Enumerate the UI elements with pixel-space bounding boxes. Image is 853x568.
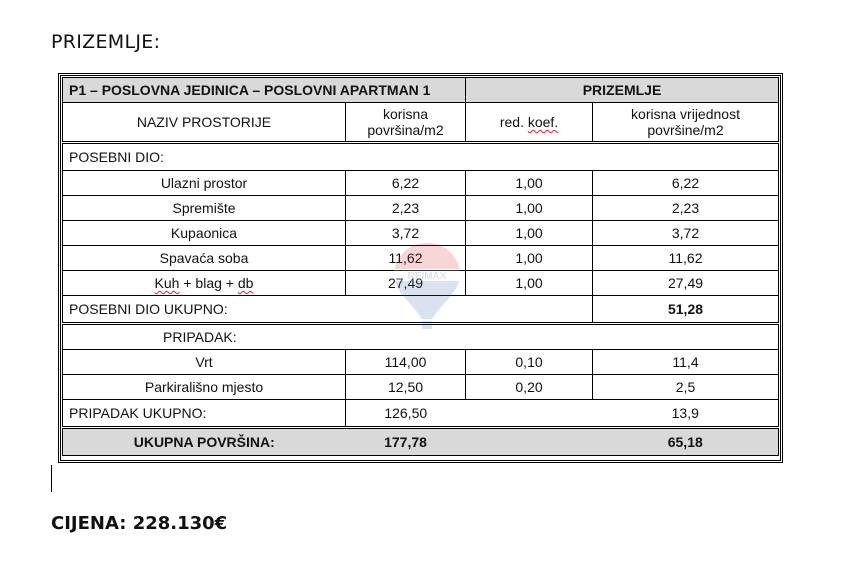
table-row <box>63 171 779 196</box>
section-label-row <box>63 324 779 350</box>
subtotal-area: 126,50 <box>346 400 466 428</box>
room-value: 11,4 <box>593 350 779 375</box>
section-label-posebni: POSEBNI DIO: <box>63 143 779 171</box>
col-header-coef: red. koef. <box>466 103 593 143</box>
room-value: 27,49 <box>593 271 779 296</box>
room-coef: 1,00 <box>466 196 593 221</box>
table-row <box>63 196 779 221</box>
room-value: 11,62 <box>593 246 779 271</box>
room-value: 6,22 <box>593 171 779 196</box>
column-header-row <box>63 103 779 143</box>
room-coef: 0,20 <box>466 375 593 400</box>
col-header-area: korisna površina/m2 <box>346 103 466 143</box>
table-row <box>63 221 779 246</box>
section-label-pripadak: PRIPADAK: <box>63 324 779 350</box>
room-name: Kupaonica <box>63 221 346 246</box>
room-coef: 0,10 <box>466 350 593 375</box>
grand-total-value: 65,18 <box>593 428 779 456</box>
table-row <box>63 271 779 296</box>
room-area: 11,62 <box>346 246 466 271</box>
room-area: 27,49 <box>346 271 466 296</box>
subtotal-label: PRIPADAK UKUPNO: <box>63 400 346 428</box>
room-area: 3,72 <box>346 221 466 246</box>
text-cursor <box>51 465 52 492</box>
room-area: 114,00 <box>346 350 466 375</box>
spellcheck-word: db <box>237 275 254 291</box>
spellcheck-word: koef. <box>527 114 559 130</box>
table-row <box>63 350 779 375</box>
room-area: 6,22 <box>346 171 466 196</box>
subtotal-empty <box>466 400 593 428</box>
room-name: Parkirališno mjesto <box>63 375 346 400</box>
room-area: 2,23 <box>346 196 466 221</box>
table-row <box>63 246 779 271</box>
room-coef: 1,00 <box>466 271 593 296</box>
room-value: 2,23 <box>593 196 779 221</box>
room-name: Spremište <box>63 196 346 221</box>
subtotal-row-pripadak <box>63 400 779 428</box>
room-name: Ulazni prostor <box>63 171 346 196</box>
subtotal-row-posebni <box>63 296 779 324</box>
room-area: 12,50 <box>346 375 466 400</box>
area-table-container <box>58 73 783 463</box>
grand-total-label: UKUPNA POVRŠINA: <box>63 428 346 456</box>
room-name: Vrt <box>63 350 346 375</box>
subtotal-value: 13,9 <box>593 400 779 428</box>
room-coef: 1,00 <box>466 221 593 246</box>
price-label: CIJENA: 228.130€ <box>51 513 228 534</box>
spellcheck-word: Kuh <box>154 275 180 291</box>
subtotal-value: 51,28 <box>593 296 779 324</box>
page-heading: PRIZEMLJE: <box>51 31 161 53</box>
floor-title: PRIZEMLJE <box>466 78 779 103</box>
room-value: 3,72 <box>593 221 779 246</box>
room-value: 2,5 <box>593 375 779 400</box>
grand-total-empty <box>466 428 593 456</box>
table-row <box>63 375 779 400</box>
grand-total-row <box>63 428 779 456</box>
area-table <box>62 77 779 456</box>
subtotal-label: POSEBNI DIO UKUPNO: <box>63 296 593 324</box>
grand-total-area: 177,78 <box>346 428 466 456</box>
unit-title: P1 – POSLOVNA JEDINICA – POSLOVNI APARTMAN 1 <box>63 78 466 103</box>
room-name: Spavaća soba <box>63 246 346 271</box>
section-label-row <box>63 143 779 171</box>
room-coef: 1,00 <box>466 171 593 196</box>
col-header-name: NAZIV PROSTORIJE <box>63 103 346 143</box>
col-header-value: korisna vrijednost površine/m2 <box>593 103 779 143</box>
table-title-row <box>63 78 779 103</box>
room-name: Kuh + blag + db <box>63 271 346 296</box>
room-coef: 1,00 <box>466 246 593 271</box>
svg-text:RE/MAX: RE/MAX <box>407 271 447 282</box>
